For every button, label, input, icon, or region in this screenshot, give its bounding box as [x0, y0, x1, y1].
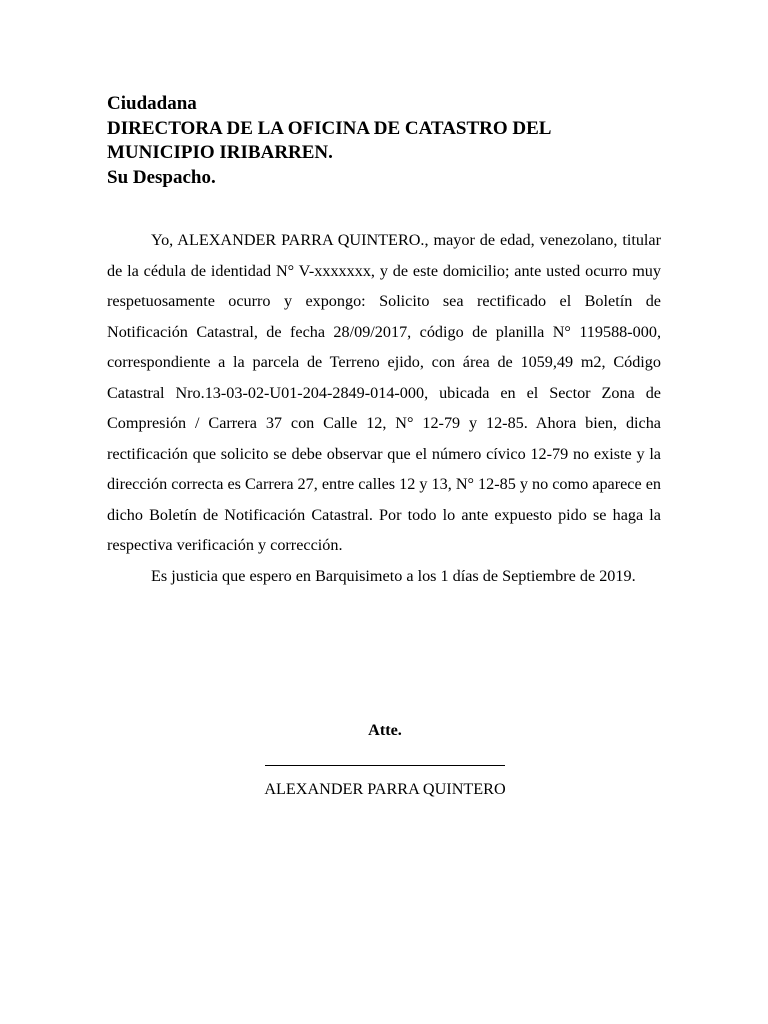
addressee-block	[107, 92, 667, 190]
signature-line	[265, 753, 505, 766]
signatory-name: ALEXANDER PARRA QUINTERO	[264, 780, 506, 798]
addressee-salutation: Su Despacho.	[107, 166, 216, 188]
signature-block	[230, 718, 540, 799]
request-paragraph: Yo, ALEXANDER PARRA QUINTERO., mayor de edad, venezolano, titular de la cédula de identidad N° V-xxxxxxx, y de este domicilio; ante usted ocurro muy respetuosamente ocurro y expongo: Solicito sea rectificado el Boletín de Notificación Catastral, de fecha 28/09/2017, código de planilla N° 119588-000, correspondiente a la parcela de Terreno ejido, con área de 1059,49 m2, Código Catastral Nro.13-03-02-U01-204-2849-014-000, ubicada en el Sector Zona de Compresión / Carrera 37 con Calle 12, N° 12-79 y 12-85. Ahora bien, dicha rectificación que solicito se debe observar que el número cívico 12-79 no existe y la dirección correcta es Carrera 27, entre calles 12 y 13, N° 12-85 y no como aparece en dicho Boletín de Notificación Catastral. Por todo lo ante expuesto pido se haga la respectiva verificación y corrección.	[107, 231, 661, 554]
addressee-position: DIRECTORA DE LA OFICINA DE CATASTRO DEL	[107, 117, 552, 139]
addressee-municipality: MUNICIPIO IRIBARREN.	[107, 142, 333, 163]
closing-paragraph: Es justicia que espero en Barquisimeto a los 1 días de Septiembre de 2019.	[151, 566, 636, 585]
addressee-title: Ciudadana	[107, 93, 197, 114]
closing-salutation: Atte.	[368, 721, 402, 739]
letter-body	[107, 225, 661, 591]
